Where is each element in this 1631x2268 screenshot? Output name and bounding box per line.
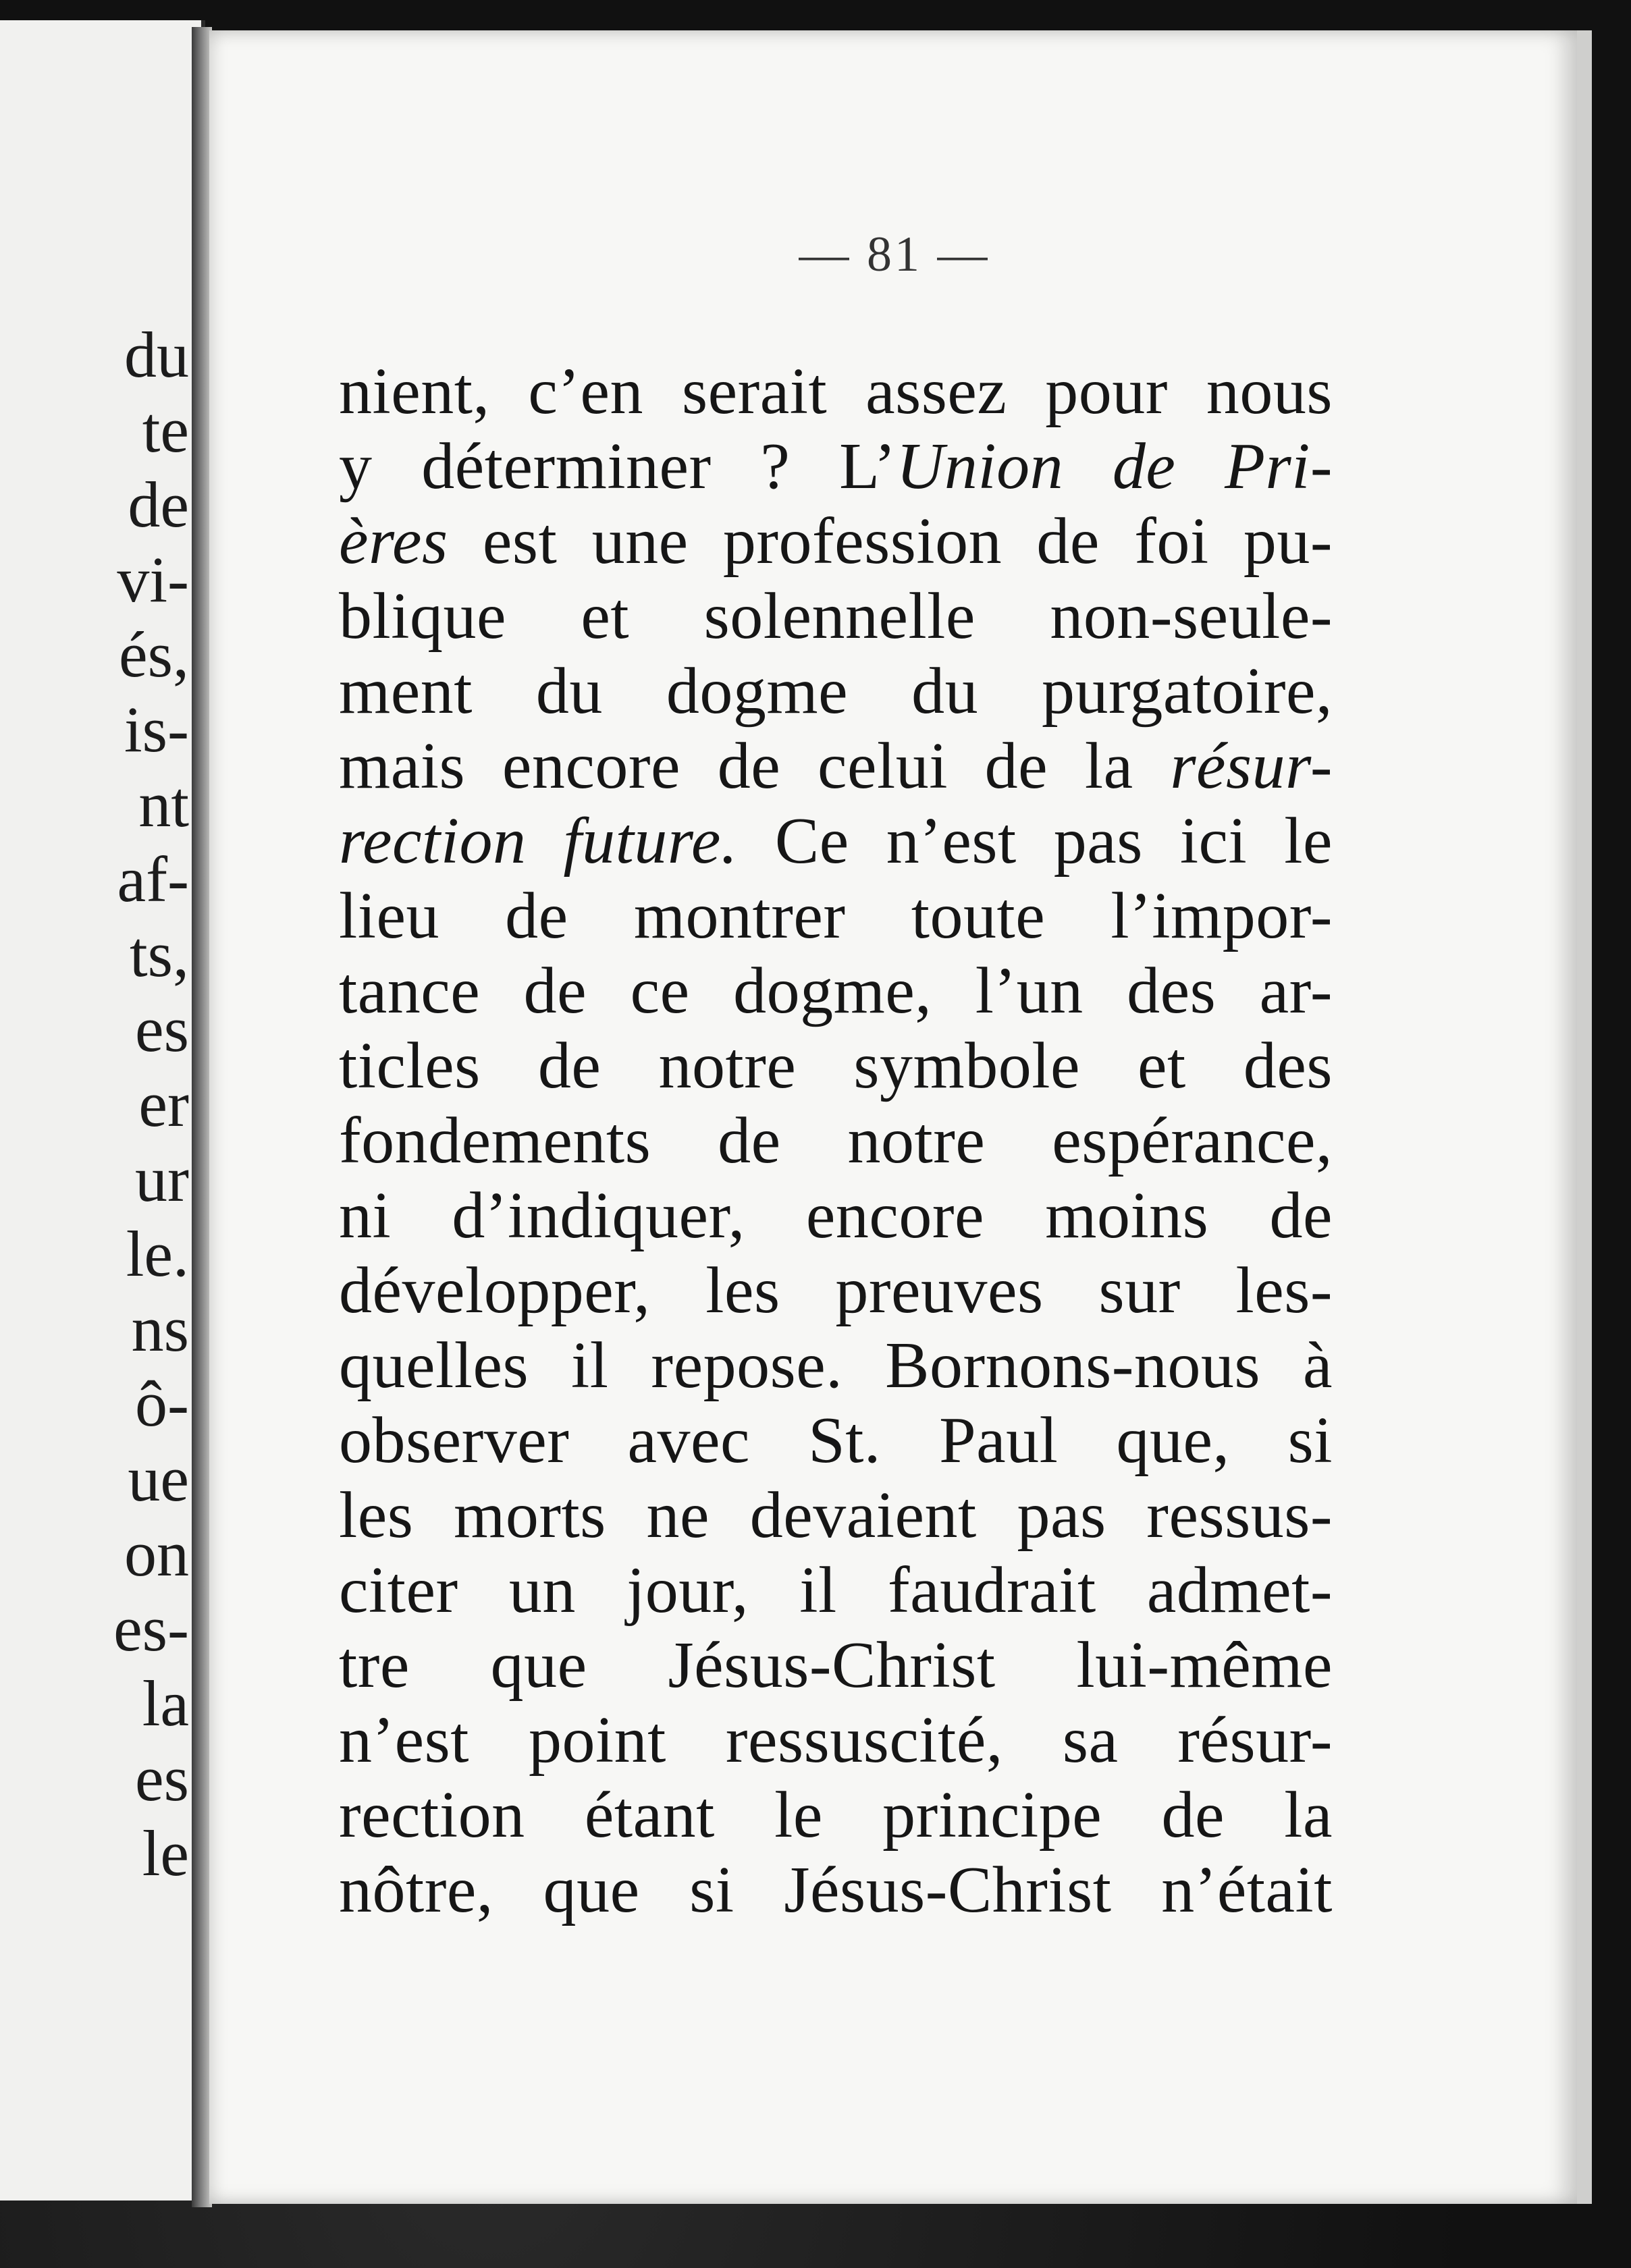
previous-page-line-fragment: nt	[138, 768, 189, 840]
previous-page-line-fragment: er	[138, 1068, 189, 1140]
text-run: ticles de notre symbole et des	[339, 1029, 1333, 1102]
text-run: y déterminer ? L’	[339, 430, 897, 503]
text-run: fondements de notre espérance,	[339, 1104, 1333, 1177]
text-line	[339, 354, 1333, 429]
text-line	[339, 1029, 1333, 1104]
text-run: les morts ne devaient pas ressus-	[339, 1479, 1333, 1552]
text-run: rection étant le principe de la	[339, 1779, 1333, 1852]
text-line	[339, 1253, 1333, 1328]
text-run: nôtre, que si Jésus-Christ n’était	[339, 1854, 1333, 1926]
previous-page-edge	[0, 20, 205, 2200]
italic-text: ères	[339, 505, 448, 578]
text-line	[339, 1104, 1333, 1179]
previous-page-line-fragment: ô-	[135, 1368, 189, 1440]
book-page	[209, 30, 1592, 2204]
italic-text: résur-	[1170, 730, 1333, 803]
previous-page-line-fragment: le	[142, 1817, 189, 1889]
previous-page-line-fragment: af-	[117, 843, 189, 915]
text-run: nient, c’en serait assez pour nous	[339, 355, 1333, 428]
text-run: mais encore de celui de la	[339, 730, 1171, 803]
text-line	[339, 1553, 1333, 1628]
text-run: blique et solennelle non-seule-	[339, 580, 1333, 653]
text-line	[339, 1478, 1333, 1553]
previous-page-line-fragment: te	[142, 394, 189, 466]
text-line	[339, 879, 1333, 954]
previous-page-line-fragment: la	[142, 1667, 189, 1739]
text-line	[339, 1403, 1333, 1478]
previous-page-line-fragment: vi-	[117, 543, 189, 616]
text-line	[339, 504, 1333, 579]
text-run: est une profession de foi pu-	[448, 505, 1333, 578]
text-run: lieu de montrer toute l’impor-	[339, 880, 1333, 952]
previous-page-line-fragment: ns	[131, 1293, 189, 1365]
text-line	[339, 1179, 1333, 1253]
italic-text: Union de Pri-	[896, 430, 1333, 503]
text-run: Ce n’est pas ici le	[737, 805, 1333, 878]
text-line	[339, 429, 1333, 504]
previous-page-line-fragment: es	[135, 993, 189, 1065]
text-run: développer, les preuves sur les-	[339, 1254, 1333, 1327]
text-line	[339, 954, 1333, 1029]
text-run: tance de ce dogme, l’un des ar-	[339, 954, 1333, 1027]
previous-page-line-fragment: és,	[119, 618, 189, 691]
previous-page-line-fragment: du	[124, 319, 189, 391]
page-number: — 81 —	[799, 227, 990, 282]
text-run: tre que Jésus-Christ lui-même	[339, 1629, 1333, 1702]
text-run: n’est point ressuscité, sa résur-	[339, 1704, 1333, 1777]
previous-page-line-fragment: ts,	[129, 918, 189, 990]
text-run: ni d’indiquer, encore moins de	[339, 1179, 1333, 1252]
text-run: quelles il repose. Bornons-nous à	[339, 1329, 1333, 1402]
italic-text: rection future.	[339, 805, 738, 878]
text-line	[339, 1703, 1333, 1778]
text-line	[339, 1853, 1333, 1928]
text-line	[339, 654, 1333, 729]
text-run: citer un jour, il faudrait admet-	[339, 1554, 1333, 1627]
previous-page-line-fragment: ur	[135, 1143, 189, 1215]
previous-page-line-fragment: es	[135, 1742, 189, 1814]
text-run: ment du dogme du purgatoire,	[339, 655, 1333, 728]
text-line	[339, 729, 1333, 804]
text-line	[339, 1778, 1333, 1853]
previous-page-line-fragment: es-	[113, 1592, 189, 1665]
previous-page-line-fragment: le.	[126, 1218, 189, 1290]
previous-page-line-fragment: on	[124, 1517, 189, 1590]
text-line	[339, 1328, 1333, 1403]
text-line	[339, 1628, 1333, 1703]
text-line	[339, 579, 1333, 654]
previous-page-line-fragment: de	[128, 468, 189, 541]
text-line	[339, 804, 1333, 879]
previous-page-line-fragment: is-	[124, 693, 189, 765]
body-text	[339, 354, 1333, 1928]
previous-page-line-fragment: ue	[128, 1442, 189, 1515]
text-run: observer avec St. Paul que, si	[339, 1404, 1333, 1477]
